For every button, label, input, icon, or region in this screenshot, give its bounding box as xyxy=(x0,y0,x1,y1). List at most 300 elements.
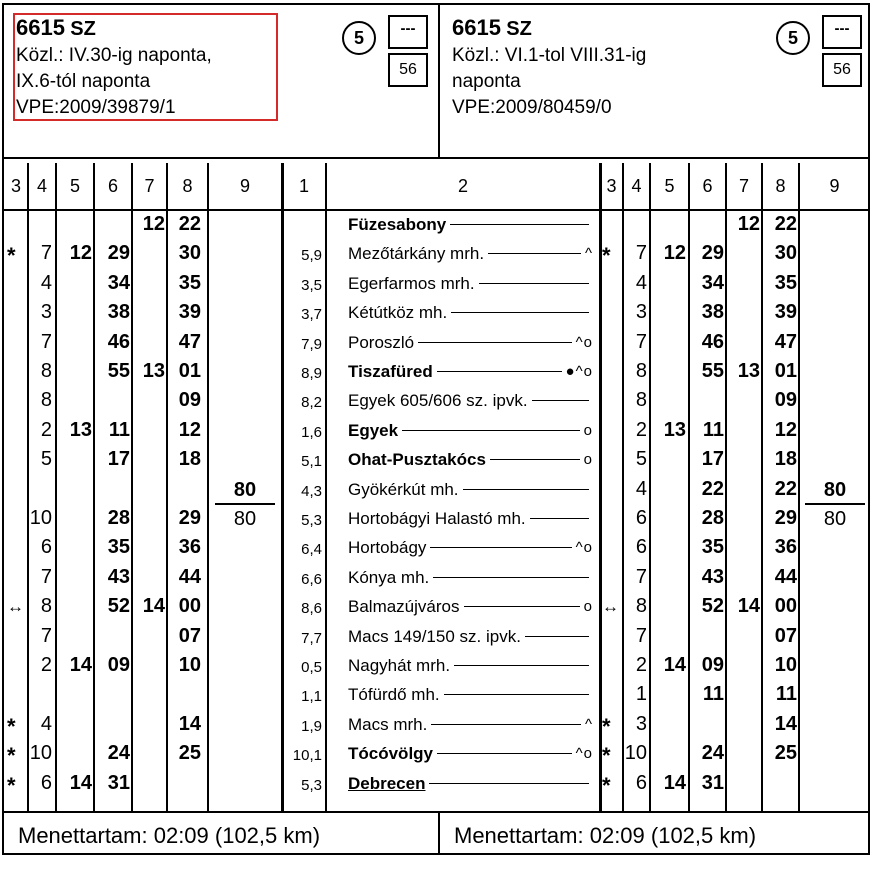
station-service-icons: ^ xyxy=(584,245,593,263)
left-col8-value: 00 xyxy=(178,595,201,618)
left-col5-value xyxy=(56,269,92,298)
station-name: Debrecen xyxy=(348,773,426,793)
right-col4-value: 8 xyxy=(635,595,647,618)
right-col5-value xyxy=(650,504,686,533)
left-col5-value xyxy=(56,533,92,562)
distance-km: 1,6 xyxy=(301,423,322,441)
column-header: 4 xyxy=(28,163,56,211)
left-col7-value xyxy=(132,563,165,592)
left-col5-value xyxy=(56,563,92,592)
right-col7-value: 14 xyxy=(737,595,760,618)
right-col5-value xyxy=(650,739,686,768)
station-row xyxy=(348,357,593,386)
distance-km: 7,9 xyxy=(301,335,322,353)
right-col8-value: 10 xyxy=(774,654,797,676)
left-col7-value xyxy=(132,622,165,651)
left-col8-value: 12 xyxy=(178,418,201,441)
distance-km: 6,4 xyxy=(301,541,322,559)
right-col8-value: 25 xyxy=(774,742,797,765)
distance-km xyxy=(282,210,322,239)
column-header: 1 xyxy=(282,163,326,211)
right-col4-value: 1 xyxy=(635,683,647,706)
left-col7-value xyxy=(132,269,165,298)
leader-line xyxy=(479,283,589,284)
station-name: Füzesabony xyxy=(348,215,447,234)
distance-km: 5,1 xyxy=(301,453,322,471)
right-col4-value: 3 xyxy=(635,712,647,735)
left-col5-value: 12 xyxy=(69,242,92,265)
station-name: Tócóvölgy xyxy=(348,744,434,764)
leader-line xyxy=(464,606,580,607)
column-header: 3 xyxy=(4,163,28,211)
right-train-number: 6615 xyxy=(452,15,501,40)
left-col7-value xyxy=(132,769,165,798)
station-service-icons: o xyxy=(583,421,593,439)
left-col7-value xyxy=(132,533,165,562)
right-col5-value xyxy=(650,622,686,651)
left-col4-value: 4 xyxy=(40,712,52,735)
station-name: Kétútköz mh. xyxy=(348,303,448,323)
right-col8-value: 11 xyxy=(775,683,797,706)
right-col4-value: 7 xyxy=(635,242,647,265)
left-col8-value xyxy=(167,475,201,504)
distance-km: 1,1 xyxy=(301,688,322,706)
left-flag: * xyxy=(7,713,16,739)
left-col6-value: 11 xyxy=(108,418,130,441)
right-col6-value xyxy=(689,710,724,739)
left-speed-numerator: 80 xyxy=(215,477,275,505)
station-row xyxy=(348,298,593,327)
left-col4-value: 7 xyxy=(40,624,52,647)
right-col8-value: 09 xyxy=(774,389,797,412)
left-col5-value xyxy=(56,210,92,239)
station-name: Macs 149/150 sz. ipvk. xyxy=(348,626,521,646)
station-row xyxy=(348,386,593,415)
right-box-top: --- xyxy=(822,15,862,49)
station-row xyxy=(348,504,593,533)
station-row xyxy=(348,269,593,298)
station-row xyxy=(348,769,593,798)
right-col7-value xyxy=(726,504,760,533)
right-col8-value: 39 xyxy=(774,301,797,324)
left-col5-value xyxy=(56,386,92,415)
left-col6-value: 09 xyxy=(107,654,130,676)
left-col6-value: 28 xyxy=(107,507,130,529)
left-col6-value xyxy=(94,475,130,504)
right-flag: * xyxy=(602,243,611,269)
left-col7-value: 13 xyxy=(142,360,165,382)
left-col4-value: 8 xyxy=(40,360,52,382)
right-col5-value xyxy=(650,680,686,709)
leader-line xyxy=(451,312,589,313)
leader-line xyxy=(429,783,589,784)
station-name: Hortobágyi Halastó mh. xyxy=(348,509,526,528)
left-speed-denominator: 80 xyxy=(233,508,257,530)
column-header: 7 xyxy=(132,163,167,211)
leader-line xyxy=(402,430,580,431)
distance-km: 8,9 xyxy=(301,365,322,382)
column-header: 8 xyxy=(762,163,799,211)
left-col8-value: 25 xyxy=(178,742,201,765)
station-row xyxy=(348,210,593,239)
left-col4-value: 6 xyxy=(40,771,52,794)
distance-km: 1,9 xyxy=(301,717,322,735)
left-train-info xyxy=(16,15,212,121)
station-service-icons: ^o xyxy=(575,333,593,351)
column-header: 8 xyxy=(167,163,208,211)
right-col7-value xyxy=(726,622,760,651)
left-col4-value: 10 xyxy=(29,742,52,765)
left-col8-value: 10 xyxy=(178,654,201,676)
station-row xyxy=(348,563,593,592)
left-col8-value: 44 xyxy=(178,565,201,588)
column-header: 5 xyxy=(650,163,689,211)
right-col6-value: 38 xyxy=(701,301,724,324)
station-row xyxy=(348,445,593,474)
leader-line xyxy=(450,224,589,225)
left-header-line-1: Közl.: IV.30-ig naponta, xyxy=(16,45,212,66)
left-col6-value xyxy=(94,210,130,239)
station-service-icons: ^o xyxy=(575,539,593,557)
left-flag: * xyxy=(7,743,16,769)
left-col6-value xyxy=(94,680,130,709)
right-col8-value: 30 xyxy=(774,242,797,265)
left-col4-value: 2 xyxy=(40,654,52,676)
left-col8-value: 36 xyxy=(178,536,201,559)
left-col8-value: 22 xyxy=(178,213,201,235)
right-col8-value: 18 xyxy=(774,448,797,471)
left-col6-value xyxy=(94,622,130,651)
left-flag: ↔ xyxy=(7,597,24,617)
left-col8-value: 35 xyxy=(178,271,201,294)
leader-line xyxy=(525,636,589,637)
distance-km: 8,2 xyxy=(301,394,322,412)
left-circle-number: 5 xyxy=(342,21,376,55)
leader-line xyxy=(490,459,580,460)
right-col7-value xyxy=(726,239,760,268)
left-col5-value xyxy=(56,739,92,768)
left-col6-value: 35 xyxy=(107,536,130,559)
left-col5-value xyxy=(56,592,92,621)
right-col7-value xyxy=(726,328,760,357)
station-name: Kónya mh. xyxy=(348,567,430,587)
right-col6-value: 55 xyxy=(701,360,724,382)
left-speed xyxy=(215,477,275,533)
right-col7-value xyxy=(726,651,760,680)
right-col7-value xyxy=(726,680,760,709)
left-col8-value: 29 xyxy=(178,507,201,529)
left-col6-value: 46 xyxy=(107,330,130,353)
left-col6-value: 52 xyxy=(107,595,130,618)
right-col8-value: 44 xyxy=(774,565,797,588)
right-train-info xyxy=(452,15,646,121)
distance-km: 5,3 xyxy=(301,776,322,794)
left-col4-value: 7 xyxy=(40,565,52,588)
right-col6-value: 43 xyxy=(701,565,724,588)
right-flag: * xyxy=(602,772,611,798)
right-col7-value xyxy=(726,416,760,445)
right-col4-value: 5 xyxy=(635,448,647,471)
distance-km: 5,3 xyxy=(301,512,322,529)
left-col7-value xyxy=(132,386,165,415)
station-name: Ohat-Pusztakócs xyxy=(348,450,486,470)
right-col6-value: 46 xyxy=(701,330,724,353)
left-col8-value: 14 xyxy=(178,712,201,735)
left-col4-value: 8 xyxy=(40,389,52,412)
right-speed xyxy=(805,477,865,533)
right-col5-value xyxy=(650,563,686,592)
left-col6-value: 43 xyxy=(107,565,130,588)
station-row xyxy=(348,592,593,621)
left-col4-value: 6 xyxy=(40,536,52,559)
right-col8-value: 01 xyxy=(774,360,797,382)
left-col8-value: 39 xyxy=(178,301,201,324)
left-col6-value xyxy=(94,386,130,415)
left-col7-value xyxy=(132,445,165,474)
station-row xyxy=(348,239,593,268)
left-col7-value xyxy=(132,416,165,445)
distance-km: 0,5 xyxy=(301,659,322,676)
right-col6-value: 11 xyxy=(702,683,724,706)
left-col8-value: 30 xyxy=(178,242,201,265)
station-service-icons: ^o xyxy=(575,745,593,763)
right-col8-value: 22 xyxy=(774,213,797,235)
station-name: Egerfarmos mrh. xyxy=(348,273,475,293)
column-header: 5 xyxy=(56,163,94,211)
right-col8-value: 00 xyxy=(774,595,797,618)
right-col8-value: 47 xyxy=(774,330,797,353)
station-row xyxy=(348,622,593,651)
right-header-line-1: Közl.: VI.1-tol VIII.31-ig xyxy=(452,45,647,66)
left-travel-time: Menettartam: 02:09 (102,5 km) xyxy=(4,811,440,855)
right-col5-value: 14 xyxy=(663,654,686,676)
left-col4-value: 7 xyxy=(40,242,52,265)
left-col7-value xyxy=(132,504,165,533)
leader-line xyxy=(463,489,589,490)
right-travel-time: Menettartam: 02:09 (102,5 km) xyxy=(440,811,870,855)
leader-line xyxy=(437,753,572,754)
right-flag: * xyxy=(602,713,611,739)
left-col4-value xyxy=(28,210,52,239)
right-col4-value: 4 xyxy=(635,477,647,500)
left-col6-value: 31 xyxy=(107,771,130,794)
left-col6-value: 24 xyxy=(107,742,130,765)
right-col6-value: 35 xyxy=(701,536,724,559)
right-col5-value xyxy=(650,710,686,739)
right-col4-value: 4 xyxy=(635,271,647,294)
left-col7-value xyxy=(132,475,165,504)
leader-line xyxy=(437,371,562,372)
right-train-type: SZ xyxy=(506,18,532,40)
left-header-line-2: IX.6-tól naponta xyxy=(16,71,151,92)
right-header-line-3: VPE:2009/80459/0 xyxy=(452,97,612,118)
left-col7-value xyxy=(132,739,165,768)
right-col6-value: 29 xyxy=(701,242,724,265)
left-col8-value: 18 xyxy=(178,448,201,471)
right-col5-value: 14 xyxy=(663,771,686,794)
station-name: Mezőtárkány mrh. xyxy=(348,244,485,264)
column-header: 6 xyxy=(689,163,726,211)
left-train-header xyxy=(4,5,440,159)
left-col4-value: 8 xyxy=(40,595,52,618)
left-col4-value: 4 xyxy=(40,271,52,294)
right-speed-denominator: 80 xyxy=(823,508,847,530)
left-col8-value: 47 xyxy=(178,330,201,353)
column-divider xyxy=(325,163,327,813)
left-col5-value xyxy=(56,622,92,651)
right-col4-value xyxy=(623,210,647,239)
right-col7-value xyxy=(726,533,760,562)
left-col5-value: 13 xyxy=(69,418,92,441)
right-col4-value: 7 xyxy=(635,330,647,353)
right-col4-value: 2 xyxy=(635,418,647,441)
right-col7-value xyxy=(726,269,760,298)
distance-km: 10,1 xyxy=(292,747,322,765)
right-col7-value xyxy=(726,445,760,474)
left-col6-value: 34 xyxy=(107,271,130,294)
right-col7-value: 13 xyxy=(737,360,760,382)
left-col7-value: 14 xyxy=(142,595,165,618)
distance-km: 4,3 xyxy=(301,482,322,500)
station-row xyxy=(348,680,593,709)
right-col5-value xyxy=(650,475,686,504)
station-name: Egyek 605/606 sz. ipvk. xyxy=(348,391,528,411)
left-col7-value xyxy=(132,298,165,327)
station-name: Poroszló xyxy=(348,332,415,352)
left-header-line-3: VPE:2009/39879/1 xyxy=(16,97,176,118)
left-col4-value: 5 xyxy=(40,448,52,471)
station-name: Egyek xyxy=(348,420,399,440)
distance-km: 7,7 xyxy=(301,629,322,647)
right-col8-value: 14 xyxy=(774,712,797,735)
right-col4-value: 3 xyxy=(635,301,647,324)
right-flag: ↔ xyxy=(602,597,619,617)
left-col7-value xyxy=(132,328,165,357)
station-row xyxy=(348,475,593,504)
left-col8-value: 01 xyxy=(178,360,201,382)
left-col8-value: 09 xyxy=(178,389,201,412)
station-name: Balmazújváros xyxy=(348,597,460,617)
station-name: Hortobágy xyxy=(348,538,427,558)
left-col8-value: 07 xyxy=(178,624,201,647)
right-col7-value xyxy=(726,563,760,592)
right-col8-value: 29 xyxy=(774,507,797,529)
left-col4-value: 7 xyxy=(40,330,52,353)
left-col7-value xyxy=(132,710,165,739)
left-col4-value xyxy=(28,680,52,709)
distance-km: 8,6 xyxy=(301,600,322,618)
right-col7-value xyxy=(726,386,760,415)
right-col8-value: 36 xyxy=(774,536,797,559)
right-col7-value: 12 xyxy=(737,213,760,235)
right-speed-numerator: 80 xyxy=(805,477,865,505)
left-col5-value: 14 xyxy=(69,771,92,794)
right-col6-value xyxy=(689,622,724,651)
right-col5-value xyxy=(650,357,686,386)
right-col8-value: 22 xyxy=(774,477,797,500)
leader-line xyxy=(444,694,589,695)
right-col5-value: 13 xyxy=(663,418,686,441)
distance-km: 3,7 xyxy=(301,306,322,324)
right-col4-value: 6 xyxy=(635,771,647,794)
left-col8-value xyxy=(167,680,201,709)
station-name: Tófürdő mh. xyxy=(348,685,440,705)
left-col6-value: 17 xyxy=(107,448,130,471)
left-col5-value xyxy=(56,445,92,474)
right-col6-value: 09 xyxy=(701,654,724,676)
left-col4-value: 2 xyxy=(40,418,52,441)
right-col4-value: 6 xyxy=(635,507,647,529)
timetable-frame xyxy=(2,3,870,855)
left-col5-value xyxy=(56,357,92,386)
leader-line xyxy=(454,665,589,666)
left-col5-value xyxy=(56,680,92,709)
right-col4-value: 8 xyxy=(635,360,647,382)
station-name: Macs mrh. xyxy=(348,714,428,734)
right-col6-value xyxy=(689,210,724,239)
column-header: 3 xyxy=(600,163,623,211)
left-flag: * xyxy=(7,772,16,798)
right-col6-value: 52 xyxy=(701,595,724,618)
right-col4-value: 7 xyxy=(635,624,647,647)
right-col6-value: 34 xyxy=(701,271,724,294)
station-row xyxy=(348,328,593,357)
right-train-header xyxy=(440,5,870,159)
column-header: 4 xyxy=(623,163,650,211)
right-col6-value: 11 xyxy=(702,418,724,441)
left-col5-value xyxy=(56,475,92,504)
column-header: 2 xyxy=(326,163,600,211)
left-col4-value: 3 xyxy=(40,301,52,324)
right-col6-value: 31 xyxy=(701,771,724,794)
station-row xyxy=(348,651,593,680)
left-col6-value: 38 xyxy=(107,301,130,324)
right-col5-value xyxy=(650,592,686,621)
leader-line xyxy=(433,577,589,578)
left-col7-value: 12 xyxy=(142,213,165,235)
station-row xyxy=(348,416,593,445)
column-header: 6 xyxy=(94,163,132,211)
column-divider xyxy=(798,163,800,813)
right-col6-value xyxy=(689,386,724,415)
leader-line xyxy=(431,724,581,725)
left-col4-value xyxy=(28,475,52,504)
station-service-icons: ^ xyxy=(584,715,593,733)
left-train-number: 6615 xyxy=(16,15,65,40)
left-col5-value xyxy=(56,298,92,327)
left-col6-value: 29 xyxy=(107,242,130,265)
right-col8-value xyxy=(762,769,797,798)
right-col4-value: 2 xyxy=(635,654,647,676)
right-col5-value xyxy=(650,269,686,298)
left-box-top: --- xyxy=(388,15,428,49)
left-col7-value xyxy=(132,239,165,268)
station-row xyxy=(348,739,593,768)
column-header: 9 xyxy=(799,163,870,211)
left-col5-value xyxy=(56,710,92,739)
station-row xyxy=(348,533,593,562)
station-name: Nagyhát mrh. xyxy=(348,656,451,675)
left-col7-value xyxy=(132,651,165,680)
left-col5-value: 14 xyxy=(69,654,92,676)
left-box-bottom: 56 xyxy=(388,53,428,87)
left-col7-value xyxy=(132,680,165,709)
right-col7-value xyxy=(726,298,760,327)
right-col4-value: 6 xyxy=(635,536,647,559)
right-col7-value xyxy=(726,475,760,504)
column-divider xyxy=(207,163,209,813)
right-col8-value: 35 xyxy=(774,271,797,294)
